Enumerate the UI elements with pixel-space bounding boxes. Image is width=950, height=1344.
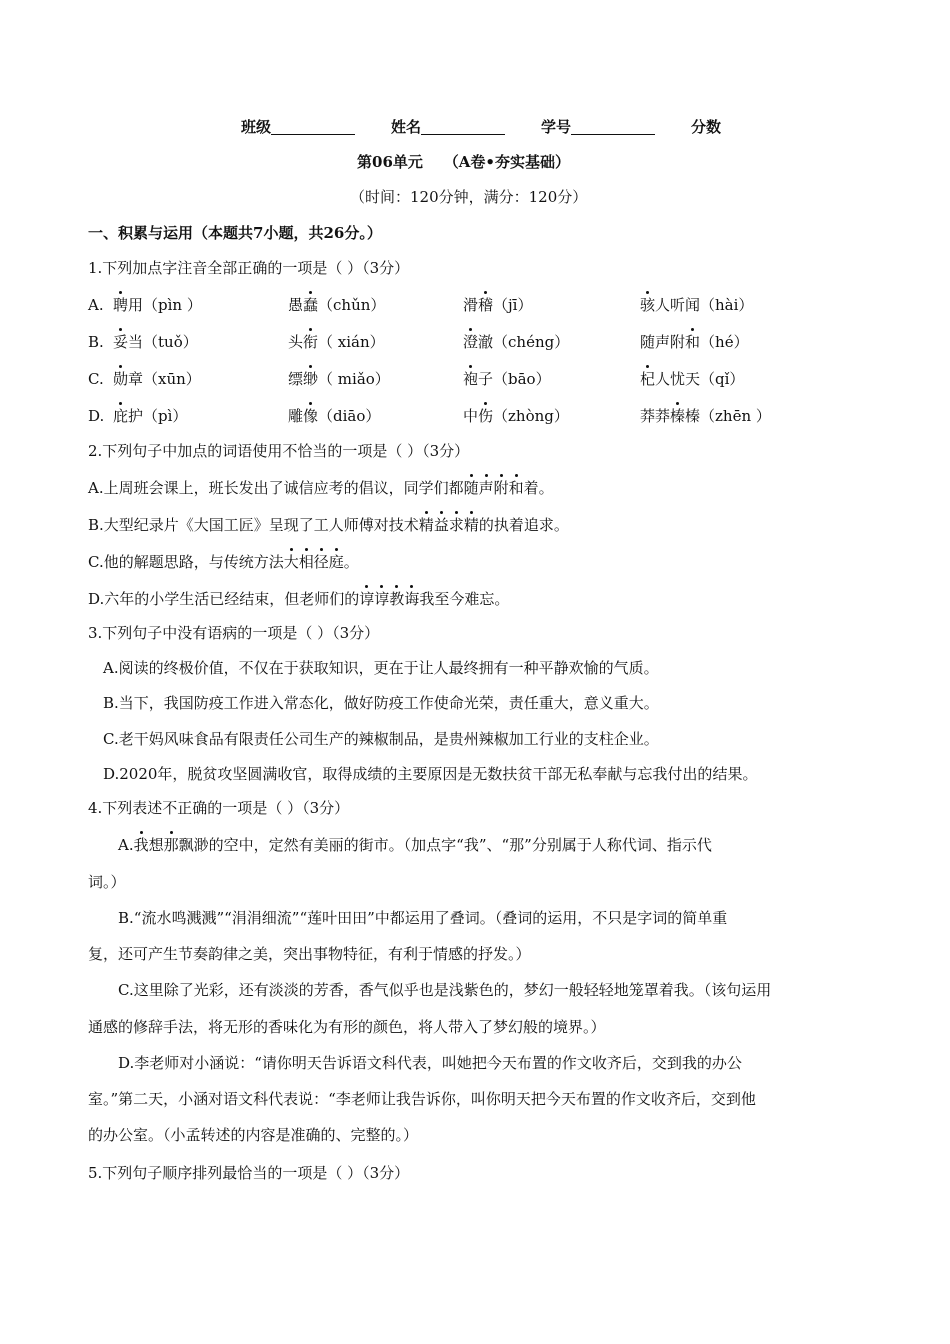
q2c-post: 。 [343, 553, 359, 571]
q1-dotted-char: 像 [303, 407, 319, 425]
q1-option-rest: （chǔn） [318, 296, 386, 314]
q1-option-rest: 人忧天（qǐ） [655, 370, 745, 388]
title-pre: 第 [357, 153, 373, 171]
q1-option-rest: 当（tuǒ） [128, 333, 198, 351]
q4a-mid: 想 [148, 836, 164, 854]
q1-dotted-char: 蠢 [303, 296, 319, 314]
title-num: 06 [372, 153, 393, 171]
q2d-dotted [359, 590, 419, 608]
q1-dotted-char: 榛 [670, 407, 686, 425]
q1-option-rest: 护（pì） [128, 407, 188, 425]
question-2-stem: 2.下列句子中加点的词语使用不恰当的一项是（ ）（3分） [88, 442, 470, 460]
q1-dotted-char: 骇 [640, 296, 656, 314]
q2b-post: 的执着追求。 [478, 516, 569, 534]
q1-option [640, 332, 749, 352]
q1-option-prefix: 莽莽 [640, 407, 671, 425]
class-label: 班级 [241, 118, 272, 136]
q1-dotted-char: 稽 [478, 296, 494, 314]
q1-option [640, 406, 771, 426]
q3-option-a: A.阅读的终极价值，不仅在于获取知识，更在于让人最终拥有一种平静欢愉的气质。 [103, 659, 659, 677]
id-label: 学号 [541, 118, 572, 136]
q1-option-rest: 人听闻（hài） [655, 296, 754, 314]
q4a-rest: 飘渺的空中，定然有美丽的街市。（加点字“我”、“那”分别属于人称代词、指示代 [178, 836, 712, 854]
title-post: 单元 [392, 153, 423, 171]
dotted-char: 附 [493, 479, 509, 497]
dotted-char: 径 [313, 553, 329, 571]
time-note: （时间：120分钟，满分：120分） [350, 188, 588, 206]
q1-option-rest: （hé） [700, 333, 749, 351]
q1-option-rest: （ miǎo） [318, 370, 390, 388]
q1-option [113, 295, 202, 315]
q1-option [463, 295, 532, 315]
q2b-pre: B.大型纪录片《大国工匠》呈现了工人师傅对技术 [88, 516, 419, 534]
dotted-char: 声 [478, 479, 494, 497]
q4-option-a-line1 [118, 835, 712, 855]
q1-option-rest: 榛（zhēn ） [685, 407, 771, 425]
q1-option-prefix: 随声附 [640, 333, 686, 351]
q1-dotted-char: 杞 [640, 370, 656, 388]
dotted-char: 教 [389, 590, 405, 608]
q4-option-d-line3: 的办公室。（小孟转述的内容是准确的、完整的。） [88, 1126, 419, 1144]
q4a-dot-1: 我 [133, 836, 149, 854]
q1-row-label: C. [88, 370, 104, 388]
dotted-char: 益 [433, 516, 449, 534]
q1-option [288, 369, 390, 389]
q1-option-prefix: 缥 [288, 370, 304, 388]
q1-option-rest: （ xián） [318, 333, 385, 351]
q1-dotted-char: 和 [685, 333, 701, 351]
score-label: 分数 [691, 118, 722, 136]
q2a-post: 着。 [523, 479, 554, 497]
page-title [357, 152, 570, 172]
q2a-dotted [464, 479, 524, 497]
q4-option-c-line1: C.这里除了光彩，还有淡淡的芳香，香气似乎也是浅紫色的，梦幻一般轻轻地笼罩着我。（该句运用 [118, 981, 772, 999]
q1-option [113, 369, 201, 389]
section-heading: 一、积累与运用（本题共7小题，共26分。） [88, 224, 382, 242]
q1-option-rest: 用（pìn ） [128, 296, 202, 314]
q4-option-b-line2: 复，还可产生节奏韵律之美，突出事物特征，有利于情感的抒发。） [88, 945, 531, 963]
q2d-post: 我至今难忘。 [419, 590, 510, 608]
q1-option-prefix: 中 [463, 407, 479, 425]
id-blank[interactable] [571, 119, 655, 135]
q1-option-prefix: 雕 [288, 407, 304, 425]
q1-option-rest: （diāo） [318, 407, 381, 425]
q1-option [640, 295, 753, 315]
dotted-char: 庭 [328, 553, 344, 571]
q1-dotted-char: 庇 [113, 407, 129, 425]
q1-dotted-char: 妥 [113, 333, 129, 351]
class-blank[interactable] [271, 119, 355, 135]
q1-option-rest: 子（bāo） [478, 370, 551, 388]
q4a-label: A. [118, 836, 134, 854]
name-blank[interactable] [421, 119, 505, 135]
q4-option-b-line1: B.“流水鸣溅溅”“涓涓细流”“莲叶田田”中都运用了叠词。（叠词的运用，不只是字词的简单重 [118, 909, 728, 927]
q3-option-d: D.2020年，脱贫攻坚圆满收官，取得成绩的主要原因是无数扶贫干部无私奉献与忘我付出的结果。 [103, 765, 758, 783]
q2-option-c [88, 552, 359, 572]
q1-option [288, 295, 385, 315]
student-info-line [241, 117, 721, 137]
q1-row-label: B. [88, 333, 104, 351]
q3-option-c: C.老干妈风味食品有限责任公司生产的辣椒制品，是贵州辣椒加工行业的支柱企业。 [103, 730, 659, 748]
q1-option-rest: 澈（chéng） [478, 333, 570, 351]
q1-option-rest: （zhòng） [493, 407, 569, 425]
q4-option-c-line2: 通感的修辞手法，将无形的香味化为有形的颜色，将人带入了梦幻般的境界。） [88, 1018, 606, 1036]
q1-option [463, 369, 551, 389]
dotted-char: 谆 [359, 590, 375, 608]
q1-dotted-char: 缈 [303, 370, 319, 388]
q1-option [463, 332, 569, 352]
q1-dotted-char: 聘 [113, 296, 129, 314]
q1-dotted-char: 伤 [478, 407, 494, 425]
q4-option-a-line2: 词。） [88, 873, 126, 891]
q2c-pre: C.他的解题思路，与传统方法 [88, 553, 284, 571]
q2a-pre: A.上周班会课上，班长发出了诚信应考的倡议，同学们都 [88, 479, 464, 497]
q1-option [463, 406, 569, 426]
q1-dotted-char: 澄 [463, 333, 479, 351]
q2-option-b [88, 515, 569, 535]
dotted-char: 谆 [374, 590, 390, 608]
q1-option-prefix: 头 [288, 333, 304, 351]
q1-option-rest: （jī） [493, 296, 533, 314]
q1-option-prefix: 愚 [288, 296, 304, 314]
dotted-char: 精 [463, 516, 479, 534]
q2d-pre: D.六年的小学生活已经结束，但老师们的 [88, 590, 360, 608]
q1-row-label: D. [88, 407, 105, 425]
q4-option-d-line1: D.李老师对小涵说：“请你明天告诉语文科代表，叫她把今天布置的作文收齐后，交到我的办公 [118, 1054, 742, 1072]
dotted-char: 诲 [404, 590, 420, 608]
q1-option [113, 332, 198, 352]
dotted-char: 和 [508, 479, 524, 497]
question-4-stem: 4.下列表述不正确的一项是（ ）（3分） [88, 799, 350, 817]
q1-dotted-char: 衔 [303, 333, 319, 351]
q3-option-b: B.当下，我国防疫工作进入常态化，做好防疫工作使命光荣，责任重大，意义重大。 [103, 694, 659, 712]
question-1-stem: 1.下列加点字注音全部正确的一项是（ ）（3分） [88, 259, 410, 277]
q2-option-a [88, 478, 554, 498]
q1-row-label: A. [88, 296, 104, 314]
q1-option [288, 332, 385, 352]
q1-dotted-char: 袍 [463, 370, 479, 388]
q4-option-d-line2: 室。”第二天，小涵对语文科代表说：“李老师让我告诉你，叫你明天把今天布置的作文收齐后，交到他 [88, 1090, 756, 1108]
title-sub: （A卷•夯实基础） [443, 153, 571, 171]
q2c-dotted [284, 553, 344, 571]
q1-option-rest: 章（xūn） [128, 370, 201, 388]
q1-dotted-char: 勋 [113, 370, 129, 388]
dotted-char: 随 [463, 479, 479, 497]
q1-option [640, 369, 744, 389]
question-3-stem: 3.下列句子中没有语病的一项是（ ）（3分） [88, 624, 380, 642]
q1-option [288, 406, 380, 426]
q4a-dot-2: 那 [163, 836, 179, 854]
dotted-char: 大 [283, 553, 299, 571]
dotted-char: 相 [298, 553, 314, 571]
q1-option [113, 406, 187, 426]
dotted-char: 求 [448, 516, 464, 534]
dotted-char: 精 [418, 516, 434, 534]
name-label: 姓名 [391, 118, 422, 136]
q1-option-prefix: 滑 [463, 296, 479, 314]
q2-option-d [88, 589, 509, 609]
question-5-stem: 5.下列句子顺序排列最恰当的一项是（ ）（3分） [88, 1164, 410, 1182]
q2b-dotted [419, 516, 479, 534]
